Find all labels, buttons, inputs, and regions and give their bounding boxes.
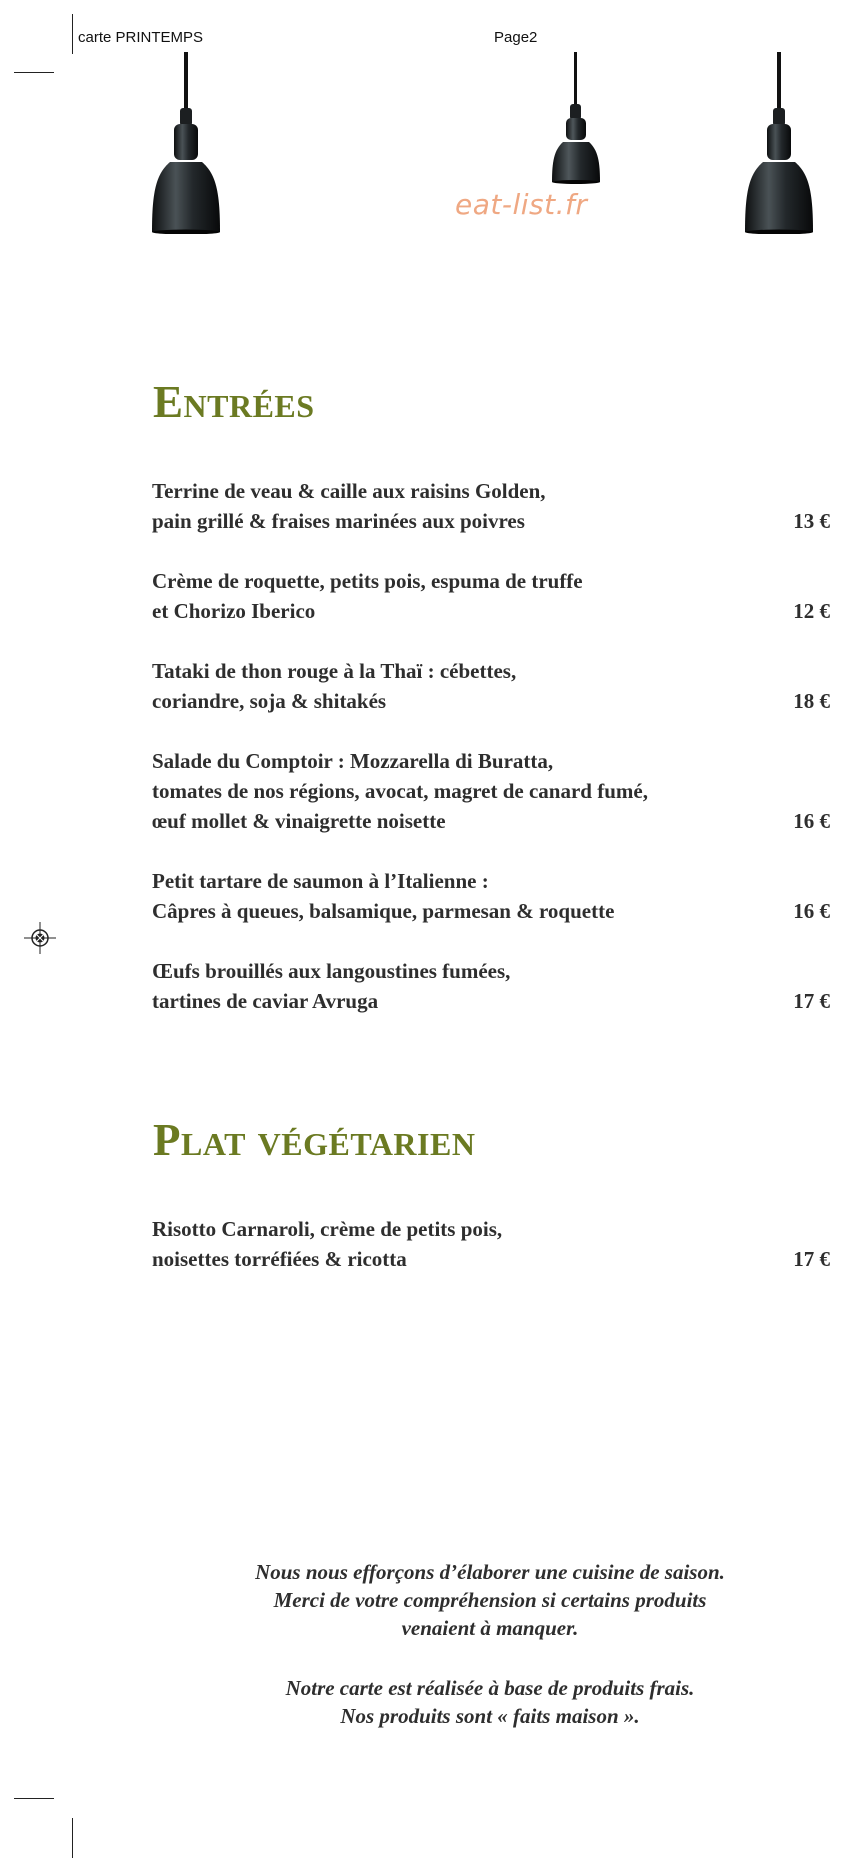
dish-price: 17 € [793,1247,830,1271]
crop-mark-bottom-vertical [72,1818,73,1858]
dish-line: Œufs brouillés aux langoustines fumées, [152,959,511,983]
dish-item [152,746,830,836]
dish-line: pain grillé & fraises marinées aux poivres [152,509,525,533]
dish-line: Câpres à queues, balsamique, parmesan & roquette [152,899,615,923]
dish-line: coriandre, soja & shitakés [152,689,387,713]
dish-item [152,476,830,536]
dish-price: 16 € [793,809,830,833]
dish-line: Tataki de thon rouge à la Thaï : cébettes, [152,659,517,683]
dish-line: tomates de nos régions, avocat, magret de canard fumé, [152,779,648,803]
dish-item [152,866,830,926]
footer-line: Nous nous efforçons d’élaborer une cuisine de saison. [255,1560,725,1584]
dish-item [152,566,830,626]
pendant-lamp-icon [146,52,226,234]
dish-line: Salade du Comptoir : Mozzarella di Buratta, [152,749,554,773]
dish-line: Risotto Carnaroli, crème de petits pois, [152,1217,503,1241]
dish-price: 12 € [793,599,830,623]
footer-note-homemade [190,1674,790,1730]
dish-item [152,956,830,1016]
dish-line: œuf mollet & vinaigrette noisette [152,809,446,833]
registration-mark-icon [24,922,56,954]
dish-line: tartines de caviar Avruga [152,989,379,1013]
dish-price: 17 € [793,989,830,1013]
footer-line: Nos produits sont « faits maison ». [340,1704,640,1728]
footer-line: Notre carte est réalisée à base de produits frais. [285,1676,695,1700]
pendant-lamp-icon [548,52,604,184]
document-name: carte PRINTEMPS [78,29,204,46]
crop-mark-top-vertical [72,14,73,54]
pendant-lamp-icon [738,52,820,234]
watermark: eat-list.fr [455,188,588,221]
dish-price: 18 € [793,689,830,713]
dish-line: noisettes torréfiées & ricotta [152,1247,407,1271]
dish-item [152,656,830,716]
dish-line: et Chorizo Iberico [152,599,316,623]
dish-line: Petit tartare de saumon à l’Italienne : [152,869,489,893]
footer-note-season [190,1558,790,1642]
dish-price: 13 € [793,509,830,533]
footer-line: venaient à manquer. [401,1616,579,1640]
section-title-plat-vegetarien: Plat végétarien [153,1115,476,1165]
crop-mark-top-horizontal [14,72,54,73]
dish-line: Crème de roquette, petits pois, espuma de truffe [152,569,583,593]
dish-line: Terrine de veau & caille aux raisins Golden, [152,479,546,503]
footer-line: Merci de votre compréhension si certains produits [273,1588,707,1612]
dish-price: 16 € [793,899,830,923]
section-title-entrees: Entrées [153,377,315,427]
dish-item [152,1214,830,1274]
page-label: Page2 [494,29,538,46]
crop-mark-bottom-horizontal [14,1798,54,1799]
